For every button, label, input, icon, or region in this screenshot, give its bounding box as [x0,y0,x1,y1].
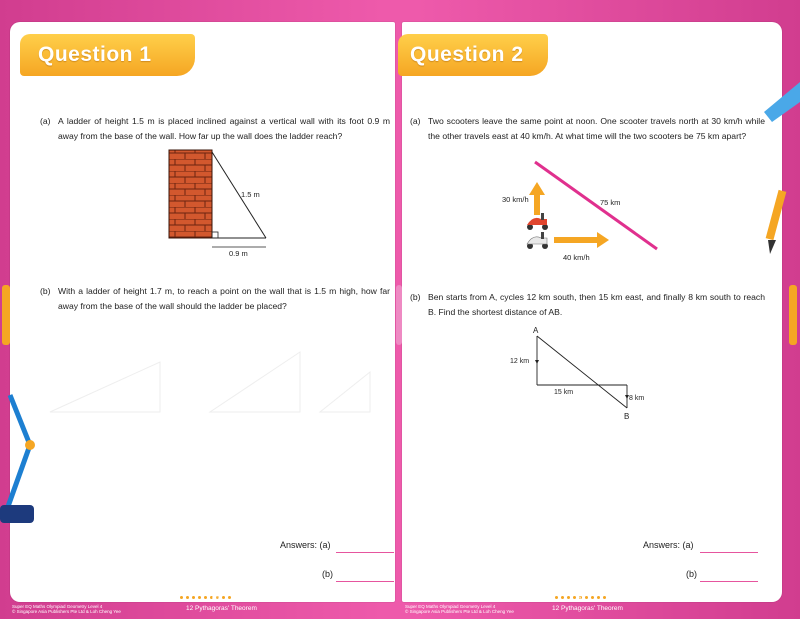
point-b-label: B [624,412,630,421]
base-length-label: 0.9 m [229,249,248,258]
footer-dots-right [555,586,609,590]
part-b-label: (b) [410,292,421,302]
point-a-label: A [533,326,539,335]
question-1a-text: A ladder of height 1.5 m is placed inclined against a vertical wall with its foot 0.9 m away from the base of the wall. How far up the wall does the ladder reach? [58,116,390,141]
scooter-white-icon [527,232,548,249]
part-b-label: (b) [40,286,51,296]
right-edge-tab [789,285,797,345]
scooter-red-icon [527,213,548,230]
imprint-right [405,604,514,614]
brick-wall [169,150,212,238]
part-a-label: (a) [410,116,421,126]
label-8km: 8 km [629,395,645,402]
imprint-left [12,604,121,614]
distance-hypotenuse [535,162,657,249]
question-2b-text: Ben starts from A, cycles 12 km south, then 15 km east, and finally 8 km south to reach B. Find the shortest distance of AB. [428,292,765,317]
ladder-length-label: 1.5 m [241,190,260,199]
imprint-left-line-2: © Singapore Asia Publishers Pte Ltd & Loh Cheng Yee [12,609,121,614]
east-arrow [554,232,609,248]
answer-line-a[interactable] [700,552,758,553]
left-edge-tab [2,285,10,345]
question-1-banner: Question 1 [20,34,195,76]
compass-icon [0,395,40,535]
spine-tab [396,285,402,345]
show-through-graphics [40,342,380,432]
question-1b [40,284,390,314]
page-number-right: 61 [578,596,585,602]
answer-line-b[interactable] [700,581,758,582]
left-page [10,22,395,602]
answers-label-a: Answers: (a) [643,540,694,550]
hypotenuse-label: 75 km [600,198,621,207]
chapter-title-left: 12 Pythagoras' Theorem [186,605,257,612]
north-arrow [529,182,545,215]
right-page [402,22,782,602]
answers-label-b: (b) [686,569,697,579]
question-2a [410,114,765,144]
path-figure [502,322,645,422]
imprint-right-line-2: © Singapore Asia Publishers Pte Ltd & Loh Cheng Yee [405,609,514,614]
question-2-banner: Question 2 [398,34,548,76]
answer-line-a[interactable] [336,552,394,553]
answer-line-b[interactable] [336,581,394,582]
pencil-icon [762,190,792,260]
page-number-left: 60 [212,596,219,602]
scooter-figure [497,157,667,287]
question-1b-text: With a ladder of height 1.7 m, to reach a point on the wall that is 1.5 m high, how far away from the base of the wall should the ladder be placed? [58,286,390,311]
right-angle-mark [212,232,218,238]
footer-dots-left [180,586,234,590]
imprint-right-line-1: Super EQ Maths Olympiad Geometry Level 4 [405,604,496,609]
question-2b [410,290,765,320]
north-speed-label: 30 km/h [502,195,529,204]
east-speed-label: 40 km/h [563,253,590,262]
question-1a [40,114,390,144]
ruler-icon [764,82,800,122]
answers-label-b: (b) [322,569,333,579]
label-12km: 12 km [510,358,530,365]
chapter-title-right: 12 Pythagoras' Theorem [552,605,623,612]
question-2a-text: Two scooters leave the same point at noon. One scooter travels north at 30 km/h while the other travels east at 40 km/h. At what time will the two scooters be 75 km apart? [428,116,765,141]
ab-line [537,336,627,408]
part-a-label: (a) [40,116,51,126]
answers-label-a: Answers: (a) [280,540,331,550]
imprint-left-line-1: Super EQ Maths Olympiad Geometry Level 4 [12,604,103,609]
label-15km: 15 km [554,389,574,396]
ladder-wall-figure [165,147,285,257]
